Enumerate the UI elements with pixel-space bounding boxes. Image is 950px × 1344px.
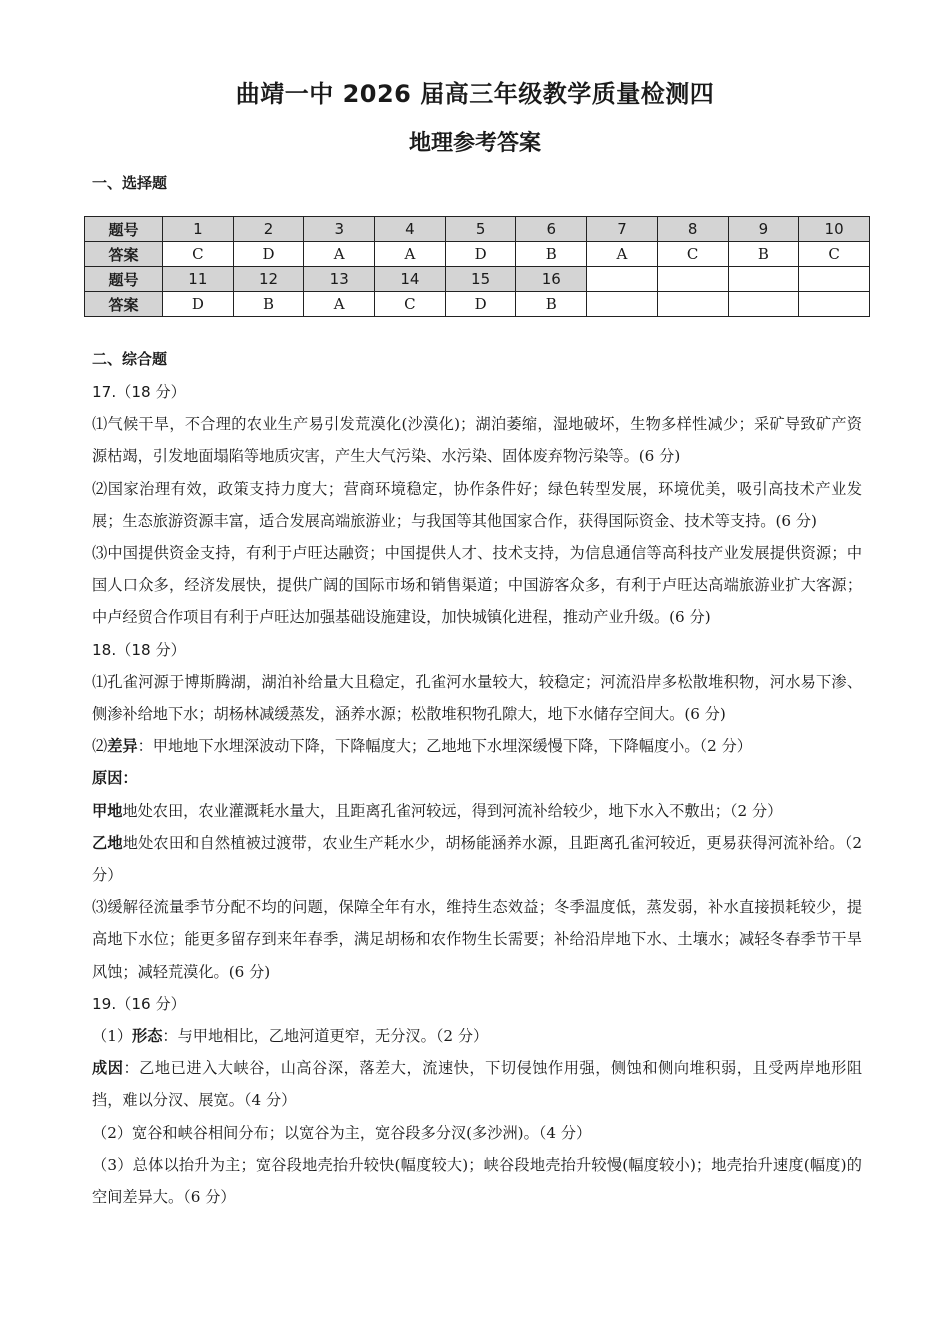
empty-cell	[587, 292, 658, 317]
answer-cell: B	[728, 242, 799, 267]
table-row	[85, 267, 870, 292]
table-row	[85, 242, 870, 267]
q18-difference-label: 差异	[107, 737, 138, 756]
q18-answer-3: ⑶缓解径流量季节分配不均的问题，保障全年有水，维持生态效益；冬季温度低，蒸发弱，补水直接损耗较少，提高地下水位；能更多留存到来年春季，满足胡杨和农作物生长需要；补给沿岸地下水、土壤水；减轻冬春季节干旱风蚀；减轻荒漠化。(6 分)	[92, 898, 862, 981]
q19-form-text: ：与甲地相比，乙地河道更窄，无分汊。（2 分）	[162, 1027, 489, 1046]
answer-cell: B	[516, 292, 587, 317]
empty-cell	[728, 267, 799, 292]
section-heading-choice: 一、选择题	[92, 174, 168, 192]
document-title: 曲靖一中 2026 届高三年级教学质量检测四	[235, 80, 715, 108]
answer-cell: A	[304, 242, 375, 267]
empty-cell	[728, 292, 799, 317]
question-18-header: 18.（18 分）	[92, 640, 186, 659]
q18-difference-text: ：甲地地下水埋深波动下降，下降幅度大；乙地地下水埋深缓慢下降，下降幅度小。（2 分）	[137, 737, 752, 756]
empty-cell	[799, 267, 870, 292]
question-number-cell: 12	[233, 267, 304, 292]
q19-cause-text: ：乙地已进入大峡谷，山高谷深，落差大，流速快，下切侵蚀作用强，侧蚀和侧向堆积弱，且受两岸地形阻挡，难以分汊、展宽。（4 分）	[92, 1059, 863, 1110]
row-label-question-number: 题号	[85, 217, 163, 242]
answer-cell: A	[375, 242, 446, 267]
question-17-header: 17.（18 分）	[92, 383, 186, 401]
question-number-cell: 6	[516, 217, 587, 242]
q17-answer-1: ⑴气候干旱，不合理的农业生产易引发荒漠化(沙漠化)；湖泊萎缩，湿地破坏，生物多样性减少；采矿导致矿产资源枯竭，引发地面塌陷等地质灾害，产生大气污染、水污染、固体废弃物污染等。(6 分)	[92, 415, 862, 466]
answer-body	[92, 376, 862, 1213]
question-number-cell: 9	[728, 217, 799, 242]
jia-label: 甲地	[92, 801, 123, 820]
q18-jia-reason	[92, 795, 862, 827]
question-number-cell: 14	[375, 267, 446, 292]
question-number-cell: 7	[587, 217, 658, 242]
answer-cell: C	[163, 242, 234, 267]
q19-p1-prefix: （1）	[92, 1027, 133, 1046]
answer-cell: C	[657, 242, 728, 267]
q18-p2-prefix: ⑵	[92, 737, 108, 756]
answer-cell: B	[233, 292, 304, 317]
q19-cause	[92, 1052, 862, 1116]
q18-answer-1: ⑴孔雀河源于博斯腾湖，湖泊补给量大且稳定，孔雀河水量较大，较稳定；河流沿岸多松散堆积物，河水易下渗、侧渗补给地下水；胡杨林减缓蒸发，涵养水源；松散堆积物孔隙大，地下水储存空间大。(6 分)	[92, 672, 862, 724]
empty-cell	[587, 267, 658, 292]
question-number-cell: 13	[304, 267, 375, 292]
answer-cell: A	[587, 242, 658, 267]
question-number-cell: 11	[163, 267, 234, 292]
question-19-header: 19.（16 分）	[92, 994, 186, 1013]
empty-cell	[799, 292, 870, 317]
empty-cell	[657, 267, 728, 292]
answer-table	[84, 216, 870, 317]
question-number-cell: 8	[657, 217, 728, 242]
yi-label: 乙地	[92, 833, 123, 852]
answer-cell: C	[799, 242, 870, 267]
answer-cell: C	[375, 292, 446, 317]
question-number-cell: 5	[445, 217, 516, 242]
q19-answer-3: （3）总体以抬升为主；宽谷段地壳抬升较快(幅度较大)；峡谷段地壳抬升较慢(幅度较小)；地壳抬升速度(幅度)的空间差异大。（6 分）	[92, 1155, 862, 1207]
answer-cell: D	[445, 242, 516, 267]
q18-reason-label: 原因：	[92, 769, 138, 788]
q18-yi-reason	[92, 827, 862, 891]
q17-answer-3: ⑶中国提供资金支持，有利于卢旺达融资；中国提供人才、技术支持，为信息通信等高科技产业发展提供资源；中国人口众多，经济发展快，提供广阔的国际市场和销售渠道；中国游客众多，有利于卢旺达高端旅游业扩大客源；中卢经贸合作项目有利于卢旺达加强基础设施建设，加快城镇化进程，推动产业升级。(6 分)	[92, 544, 862, 627]
q19-answer-2: （2）宽谷和峡谷相间分布；以宽谷为主，宽谷段多分汊(多沙洲)。（4 分）	[92, 1123, 592, 1142]
table-row	[85, 217, 870, 242]
question-number-cell: 2	[233, 217, 304, 242]
row-label-answer: 答案	[85, 242, 163, 267]
answer-cell: D	[445, 292, 516, 317]
answer-cell: B	[516, 242, 587, 267]
question-number-cell: 10	[799, 217, 870, 242]
question-number-cell: 15	[445, 267, 516, 292]
empty-cell	[657, 292, 728, 317]
row-label-answer: 答案	[85, 292, 163, 317]
q18-answer-2	[92, 730, 862, 762]
document-subtitle: 地理参考答案	[408, 131, 541, 156]
answer-cell: A	[304, 292, 375, 317]
answer-cell: D	[233, 242, 304, 267]
question-number-cell: 3	[304, 217, 375, 242]
table-row	[85, 292, 870, 317]
jia-text: 地处农田，农业灌溉耗水量大，且距离孔雀河较远，得到河流补给较少，地下水入不敷出；（2 分）	[122, 801, 783, 820]
q17-answer-2: ⑵国家治理有效，政策支持力度大；营商环境稳定，协作条件好；绿色转型发展，环境优美，吸引高技术产业发展；生态旅游资源丰富，适合发展高端旅游业；与我国等其他国家合作，获得国际资金、技术等支持。(6 分)	[92, 479, 862, 530]
yi-text: 地处农田和自然植被过渡带，农业生产耗水少，胡杨能涵养水源，且距离孔雀河较近，更易获得河流补给。（2 分）	[92, 833, 862, 885]
question-number-cell: 1	[163, 217, 234, 242]
q19-form-label: 形态	[132, 1027, 163, 1046]
question-number-cell: 4	[375, 217, 446, 242]
q19-answer-1	[92, 1020, 862, 1052]
row-label-question-number: 题号	[85, 267, 163, 292]
q19-cause-label: 成因	[92, 1059, 124, 1078]
section-heading-comprehensive: 二、综合题	[92, 350, 168, 368]
question-number-cell: 16	[516, 267, 587, 292]
answer-cell: D	[163, 292, 234, 317]
